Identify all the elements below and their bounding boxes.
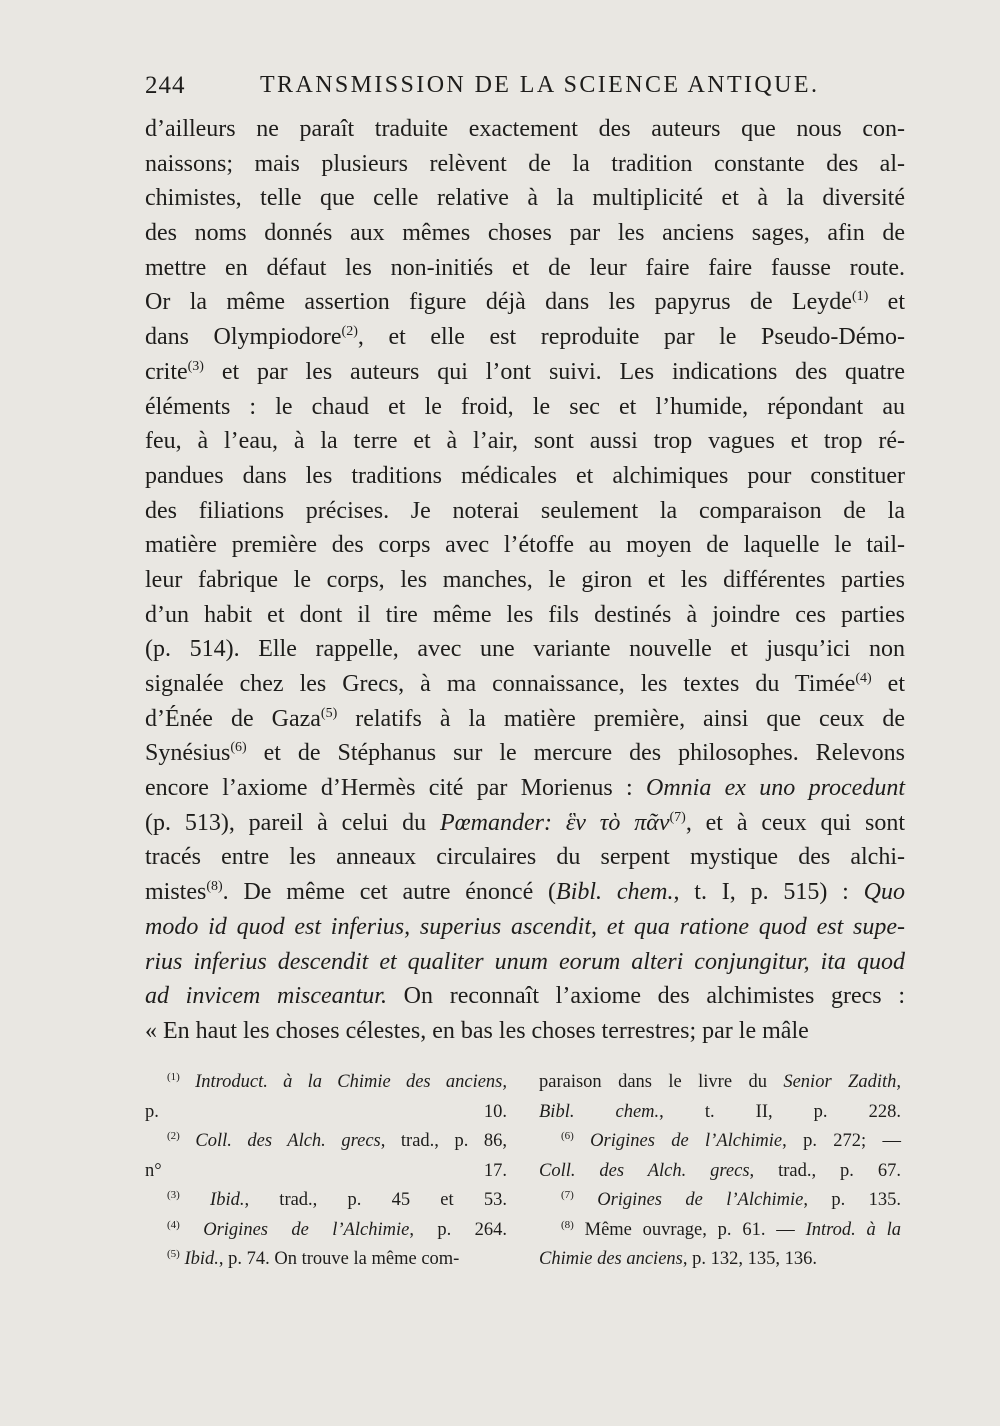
footnote-text: , trad., p. 45 et 53. (244, 1190, 507, 1210)
running-head (145, 68, 905, 108)
footnote-text: , p. 272; — (782, 1131, 902, 1151)
footnote-line (539, 1127, 901, 1157)
footnote-text: Introd. à la (805, 1219, 901, 1240)
text-segment: tracés entre les anneaux circulaires du serpent mystique des alchi- (145, 844, 905, 871)
footnote-number: (4) (167, 1218, 180, 1231)
footnote-line (539, 1245, 901, 1275)
footnote-reference: (7) (669, 809, 686, 825)
text-line (145, 181, 905, 216)
text-line (145, 667, 905, 702)
footnote-line (539, 1098, 901, 1128)
text-segment: « En haut les choses célestes, en bas les choses terrestres; par le mâle (145, 1017, 809, 1044)
text-segment: des noms donnés aux mêmes choses par les anciens sages, afin de (145, 220, 905, 247)
footnote-text: Senior Zadith, (783, 1072, 901, 1092)
footnote-text: Ibid. (179, 1249, 219, 1269)
text-segment: éléments : le chaud et le froid, le sec et l’humide, répondant au (145, 393, 905, 420)
text-line (145, 285, 905, 320)
text-line (145, 806, 905, 841)
footnote-reference: (2) (341, 324, 358, 340)
text-line (145, 979, 905, 1014)
text-segment: feu, à l’eau, à la terre et à l’air, sont aussi trop vagues et trop ré- (145, 428, 905, 455)
text-segment: rius inferius descendit et qualiter unum eorum alteri conjungitur, ita quod (145, 948, 905, 975)
text-segment: modo id quod est inferius, superius ascendit, et qua ratione quod est supe- (145, 913, 905, 940)
text-segment: , et elle est reproduite par le Pseudo-Démo- (357, 324, 905, 351)
footnote-line (145, 1186, 507, 1216)
footnote-text: Origines de l’Alchimie (573, 1190, 804, 1210)
footnote-line (145, 1127, 507, 1157)
footnote-reference: (6) (230, 740, 247, 756)
footnote-text: , p. 74. On trouve la même com- (218, 1249, 460, 1269)
text-segment: (p. 514). Elle rappelle, avec une variante nouvelle et jusqu’ici non (145, 636, 905, 663)
footnote-text: Coll. des Alch. grecs (539, 1160, 750, 1181)
footnote-text: Coll. des Alch. grecs (179, 1131, 381, 1151)
text-line (145, 251, 905, 286)
footnote-line (539, 1186, 901, 1216)
text-segment: , t. I, p. 515) : (673, 879, 864, 906)
text-line (145, 840, 905, 875)
text-segment: relatifs à la matière première, ainsi que ceux de (337, 705, 905, 732)
footnote-number: (2) (167, 1130, 180, 1142)
footnote-number: (6) (561, 1130, 574, 1142)
text-segment: signalée chez les Grecs, à ma connaissance, les textes du Timée (145, 671, 856, 697)
page-number: 244 (145, 72, 186, 99)
footnote-text: n° 17. (145, 1160, 507, 1181)
text-segment: Bibl. chem. (556, 879, 674, 906)
text-line (145, 459, 905, 494)
text-segment: mettre en défaut les non-initiés et de leur faire faire fausse route. (145, 254, 905, 281)
text-line (145, 945, 905, 980)
footnote-text: Ibid. (179, 1190, 245, 1210)
footnote-text: , p. 264. (409, 1219, 507, 1240)
text-segment: Synésius (145, 740, 231, 767)
footnote-number: (3) (167, 1189, 180, 1201)
text-segment: d’ailleurs ne paraît traduite exactement des auteurs que nous con- (145, 116, 905, 142)
text-segment: On reconnaît l’axiome des alchimistes grecs : (387, 983, 905, 1010)
footnote-text: p. 10. (145, 1101, 507, 1122)
footnote-number: (7) (561, 1189, 574, 1201)
footnote-text: Origines de l’Alchimie (573, 1131, 783, 1151)
text-segment: Or la même assertion figure déjà dans les papyrus de Leyde (145, 289, 852, 316)
text-segment: dans Olympiodore (145, 324, 342, 351)
text-segment: Omnia ex uno procedunt (646, 775, 906, 802)
footnote-line (145, 1068, 507, 1098)
footnote-text: , trad., p. 67. (749, 1160, 901, 1181)
footnote-text: paraison dans le livre du (539, 1072, 784, 1092)
text-line (145, 528, 905, 563)
text-segment: et (868, 289, 905, 316)
text-line (145, 910, 905, 945)
text-line (145, 355, 905, 390)
footnote-number: (1) (167, 1071, 180, 1083)
footnote-line (539, 1216, 901, 1246)
running-title: TRANSMISSION DE LA SCIENCE ANTIQUE. (260, 72, 820, 98)
text-line (145, 632, 905, 667)
footnote-text: , p. 135. (803, 1190, 901, 1210)
text-segment: mistes (145, 879, 207, 906)
text-segment: d’Énée de Gaza (145, 705, 321, 732)
text-line (145, 112, 905, 147)
text-line (145, 771, 905, 806)
footnote-line (539, 1157, 901, 1187)
text-segment: naissons; mais plusieurs relèvent de la tradition constante des al- (145, 150, 905, 177)
footnote-reference: (5) (320, 705, 338, 721)
footnote-line (145, 1098, 507, 1128)
footnote-text: Même ouvrage, p. 61. — (573, 1219, 806, 1240)
footnote-text: , p. 132, 135, 136. (682, 1249, 817, 1269)
text-segment: et de Stéphanus sur le mercure des philosophes. Relevons (246, 740, 905, 767)
footnotes-right-column (539, 1068, 901, 1275)
footnote-text: Introduct. à la Chimie des anciens, (179, 1072, 507, 1092)
footnote-text: , t. II, p. 228. (659, 1101, 901, 1122)
footnote-text: Origines de l’Alchimie (179, 1219, 410, 1240)
footnote-reference: (1) (851, 289, 869, 305)
text-segment: leur fabrique le corps, les manches, le giron et les différentes parties (145, 566, 905, 593)
footnote-line (145, 1216, 507, 1246)
text-line (145, 1014, 905, 1049)
text-line (145, 216, 905, 251)
text-segment: d’un habit et dont il tire même les fils destinés à joindre ces parties (145, 601, 905, 628)
text-segment: encore l’axiome d’Hermès cité par Morienus : (145, 775, 647, 802)
text-segment: crite (145, 358, 188, 385)
text-line (145, 147, 905, 182)
footnote-line (145, 1245, 507, 1275)
footnote-text: , trad., p. 86, (380, 1131, 507, 1151)
footnote-number: (8) (561, 1218, 574, 1231)
footnote-reference: (3) (187, 358, 204, 374)
text-segment: Pœmander: ἓν τὸ πᾶν (439, 809, 670, 836)
text-line (145, 494, 905, 529)
text-segment: matière première des corps avec l’étoffe au moyen de laquelle le tail- (145, 532, 905, 559)
text-line (145, 563, 905, 598)
footnote-number: (5) (167, 1248, 180, 1260)
text-segment: , et à ceux qui sont (685, 809, 905, 836)
text-segment: des filiations précises. Je noterai seulement la comparaison de la (145, 497, 905, 524)
text-line (145, 736, 905, 771)
text-line (145, 320, 905, 355)
text-line (145, 598, 905, 633)
footnote-text: Bibl. chem. (539, 1101, 660, 1122)
footnotes-left-column (145, 1068, 507, 1275)
footnote-reference: (8) (206, 879, 223, 895)
text-segment: et (871, 671, 905, 697)
text-segment: pandues dans les traditions médicales et alchimiques pour constituer (145, 462, 905, 489)
text-segment: ad invicem misceantur. (145, 983, 387, 1010)
text-segment: (p. 513), pareil à celui du (145, 809, 440, 836)
text-line (145, 702, 905, 737)
footnote-line (145, 1157, 507, 1187)
text-segment: chimistes, telle que celle relative à la multiplicité et à la diversité (145, 185, 905, 212)
text-segment: et par les auteurs qui l’ont suivi. Les indications des quatre (203, 358, 905, 385)
text-line (145, 390, 905, 425)
body-text (145, 112, 905, 1049)
text-line (145, 424, 905, 459)
text-line (145, 875, 905, 910)
footnote-text: Chimie des anciens (539, 1249, 683, 1269)
text-segment: Quo (863, 879, 905, 906)
text-segment: . De même cet autre énoncé ( (222, 879, 557, 906)
footnote-reference: (4) (855, 671, 872, 686)
footnote-line (539, 1068, 901, 1098)
